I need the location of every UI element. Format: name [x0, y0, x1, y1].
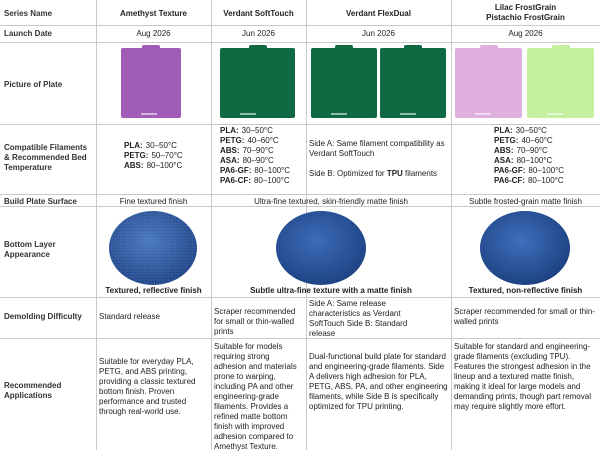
filament-temp-row [494, 136, 564, 146]
filament-temperature: 80–90°C [242, 156, 274, 165]
plate-brand-mark [331, 113, 347, 115]
verdant-bottom-disc-image [275, 210, 367, 286]
filament-name: ASA: [220, 156, 240, 165]
filament-name: ABS: [220, 146, 240, 155]
launch-date-label: Launch Date [4, 29, 53, 38]
filament-temperature: 70–90°C [242, 146, 274, 155]
side-b-prefix: Side B: Optimized for [309, 169, 387, 178]
verdant-surface: Ultra-fine textured, skin-friendly matte finish [254, 197, 408, 206]
plate-tab [404, 45, 422, 49]
filament-temp-row [124, 151, 183, 161]
side-b-tpu: TPU [386, 169, 403, 178]
plate-brand-mark [547, 113, 563, 115]
filament-name: PLA: [124, 141, 143, 150]
filament-temp-row [220, 176, 290, 186]
filament-temp-row [220, 146, 290, 156]
lilac-launch-date: Aug 2026 [508, 29, 543, 38]
plate-tab [142, 45, 160, 49]
verdant-softtouch-applications: Suitable for models requiring strong adhesion and materials prone to warping, including PA and other engineering-grade filaments. Provides a refined matte bottom finish with improved adhesion compared to Amethyst Texture. [214, 342, 297, 451]
filament-temp-row [494, 176, 564, 186]
row-divider [0, 25, 600, 26]
verdant-softtouch-header: Verdant SoftTouch [223, 9, 294, 18]
row-divider [0, 42, 600, 43]
lilac-frostgrain-plate-image [455, 48, 522, 118]
filament-temperature: 40–60°C [247, 136, 279, 145]
filament-name: PETG: [494, 136, 519, 145]
plate-brand-mark [475, 113, 491, 115]
amethyst-plate-image [121, 48, 181, 118]
side-b-suffix: filaments [402, 169, 438, 178]
filament-temperature: 50–70°C [151, 151, 183, 160]
plate-tab [552, 45, 570, 49]
verdant-flexdual-side-a-filaments: Side A: Same filament compatibility as Verdant SoftTouch [309, 139, 445, 158]
filament-temperature: 80–100°C [527, 176, 564, 185]
row-divider [0, 297, 600, 298]
bottom-layer-label: Bottom Layer Appearance [4, 240, 56, 259]
filament-name: PA6-CF: [220, 176, 251, 185]
filament-temp-row [494, 146, 564, 156]
lilac-bottom-disc-image [479, 210, 571, 286]
column-divider [96, 0, 97, 450]
filament-name: ABS: [494, 146, 514, 155]
amethyst-bottom-disc-image [108, 210, 198, 286]
lilac-header: Lilac FrostGrain [494, 3, 557, 12]
amethyst-demolding: Standard release [99, 312, 160, 321]
plate-tab [335, 45, 353, 49]
filament-temp-row [494, 166, 564, 176]
pistachio-header: Pistachio FrostGrain [486, 13, 565, 22]
amethyst-launch-date: Aug 2026 [136, 29, 171, 38]
filament-name: PA6-GF: [494, 166, 526, 175]
filament-temperature: 80–100°C [254, 166, 291, 175]
filament-temp-row [494, 126, 564, 136]
filament-temperature: 80–100°C [146, 161, 183, 170]
filament-temp-row [124, 141, 183, 151]
verdant-flexdual-demolding: Side A: Same release characteristics as Verdant SoftTouch Side B: Standard release [309, 299, 408, 338]
lilac-filament-list [494, 126, 564, 186]
verdant-flexdual-header: Verdant FlexDual [346, 9, 411, 18]
filament-name: PLA: [220, 126, 239, 135]
verdant-softtouch-demolding: Scraper recommended for small or thin-walled prints [214, 307, 296, 336]
plate-tab [480, 45, 498, 49]
verdant-flexdual-side-b-filaments [309, 169, 449, 179]
build-plate-surface-label: Build Plate Surface [4, 197, 77, 206]
picture-of-plate-label: Picture of Plate [4, 80, 63, 89]
verdant-softtouch-launch-date: Jun 2026 [242, 29, 275, 38]
demolding-difficulty-label: Demolding Difficulty [4, 312, 82, 321]
filament-name: PETG: [124, 151, 149, 160]
row-divider [0, 194, 600, 195]
verdant-flexdual-side-a-image [311, 48, 377, 118]
series-name-header: Series Name [4, 9, 53, 18]
amethyst-filament-list [124, 141, 183, 171]
filament-temp-row [220, 126, 290, 136]
amethyst-header: Amethyst Texture [120, 9, 187, 18]
filament-temperature: 30–50°C [241, 126, 273, 135]
amethyst-surface: Fine textured finish [119, 197, 188, 206]
filament-temperature: 80–100°C [253, 176, 290, 185]
lilac-demolding: Scraper recommended for small or thin-walled prints [454, 307, 595, 326]
verdant-softtouch-plate-image [220, 48, 295, 118]
verdant-softtouch-filament-list [220, 126, 290, 186]
filament-name: PLA: [494, 126, 513, 135]
filament-temperature: 80–100°C [528, 166, 565, 175]
plate-tab [249, 45, 267, 49]
filament-name: ASA: [494, 156, 514, 165]
filament-temp-row [124, 161, 183, 171]
amethyst-bottom-caption: Textured, reflective finish [105, 286, 202, 295]
row-divider [0, 338, 600, 339]
lilac-bottom-caption: Textured, non-reflective finish [468, 286, 583, 295]
verdant-bottom-caption: Subtle ultra-fine texture with a matte finish [250, 286, 412, 295]
filament-temp-row [220, 166, 290, 176]
compatible-filaments-label: Compatible Filaments & Recommended Bed Temperature [4, 143, 88, 172]
filament-name: ABS: [124, 161, 144, 170]
filament-name: PA6-CF: [494, 176, 525, 185]
filament-temperature: 70–90°C [516, 146, 548, 155]
recommended-applications-label: Recommended Applications [4, 381, 62, 400]
filament-temperature: 80–100°C [516, 156, 553, 165]
plate-brand-mark [141, 113, 157, 115]
lilac-surface: Subtle frosted-grain matte finish [469, 197, 582, 206]
filament-temp-row [494, 156, 564, 166]
row-divider [0, 124, 600, 125]
column-divider [211, 0, 212, 450]
pistachio-frostgrain-plate-image [527, 48, 594, 118]
filament-temp-row [220, 136, 290, 146]
lilac-applications: Suitable for standard and engineering-grade filaments (excluding TPU). Features the strongest adhesion in the lineup and a textured matte finish, making it ideal for large models and demanding prints, though part removal may require slightly more effort. [454, 342, 591, 411]
plate-brand-mark [400, 113, 416, 115]
verdant-flexdual-side-b-image [380, 48, 446, 118]
filament-temperature: 30–50°C [145, 141, 177, 150]
filament-temperature: 30–50°C [515, 126, 547, 135]
verdant-flexdual-launch-date: Jun 2026 [362, 29, 395, 38]
verdant-flexdual-applications: Dual-functional build plate for standard and engineering-grade filaments. Side A delivers high adhesion for PLA, PETG, ABS, PA, and other engineering filaments, while Side B is specifically optimized for TPU printing. [309, 352, 448, 411]
filament-name: PA6-GF: [220, 166, 252, 175]
filament-temperature: 40–60°C [521, 136, 553, 145]
plate-brand-mark [240, 113, 256, 115]
amethyst-applications: Suitable for everyday PLA, PETG, and ABS printing, providing a classic textured bottom finish. Proven performance and trusted through real-world use. [99, 357, 196, 416]
filament-name: PETG: [220, 136, 245, 145]
column-divider [451, 0, 452, 450]
filament-temp-row [220, 156, 290, 166]
